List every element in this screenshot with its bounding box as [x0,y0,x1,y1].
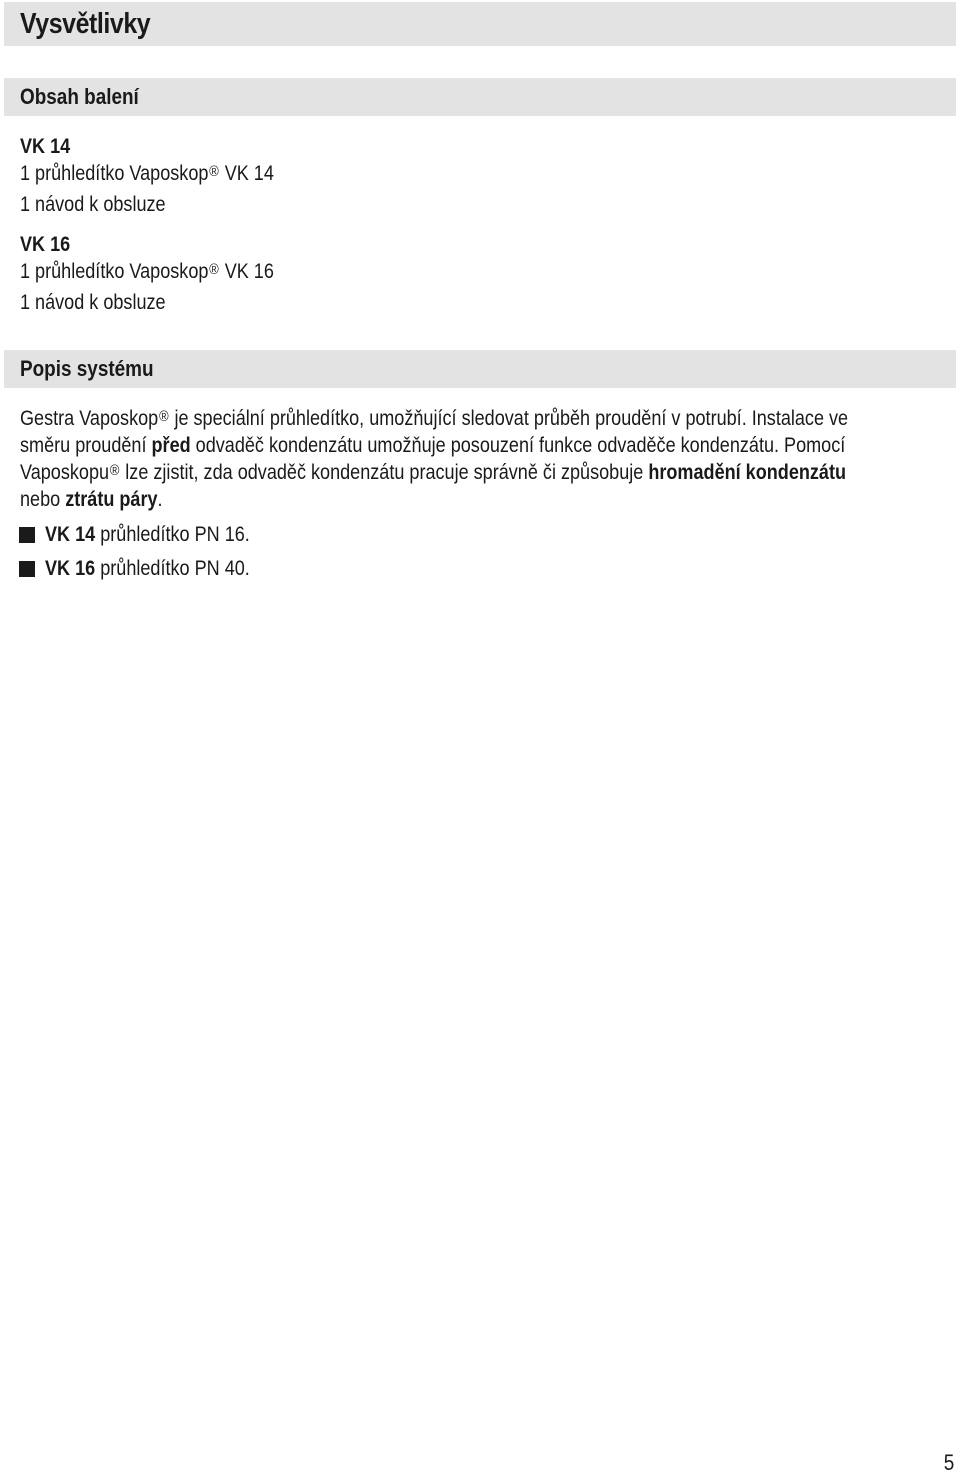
section-bar-system [4,350,956,388]
registered-mark: ® [109,462,120,479]
vk14-heading: VK 14 [20,135,71,158]
page-number: 5 [943,1450,954,1475]
description-line: Gestra Vaposkop® je speciální průhledítko, umožňující sledovat průběh proudění v potrubí. Instalace ve [20,407,849,430]
description-line: Vaposkopu® lze zjistit, zda odvaděč kondenzátu pracuje správně či způsobuje hromadění kondenzátu [20,461,847,484]
page-header-bar [4,2,956,46]
bullet-item-vk16: VK 16 průhledítko PN 40. [19,556,283,582]
vk16-item-manual: 1 návod k obsluze [20,291,166,314]
bullet-item-vk14: VK 14 průhledítko PN 16. [19,522,283,548]
square-bullet-icon [19,527,35,543]
section-title-contents: Obsah balení [20,84,139,109]
page-title: Vysvětlivky [20,7,151,40]
system-description [20,405,960,513]
registered-mark: ® [209,163,219,180]
description-line: směru proudění před odvaděč kondenzátu umožňuje posouzení funkce odvaděče kondenzátu. Pomocí [20,434,846,457]
section-bar-contents [4,78,956,116]
section-title-system: Popis systému [20,356,154,381]
registered-mark: ® [159,408,169,425]
description-line: nebo ztrátu páry. [20,488,163,511]
registered-mark: ® [209,261,219,278]
square-bullet-icon [19,561,35,577]
vk14-item-manual: 1 návod k obsluze [20,193,166,216]
vk14-item-sightglass: 1 průhledítko Vaposkop® VK 14 [20,162,274,185]
vk16-item-sightglass: 1 průhledítko Vaposkop® VK 16 [20,260,274,283]
vk16-heading: VK 16 [20,233,71,256]
